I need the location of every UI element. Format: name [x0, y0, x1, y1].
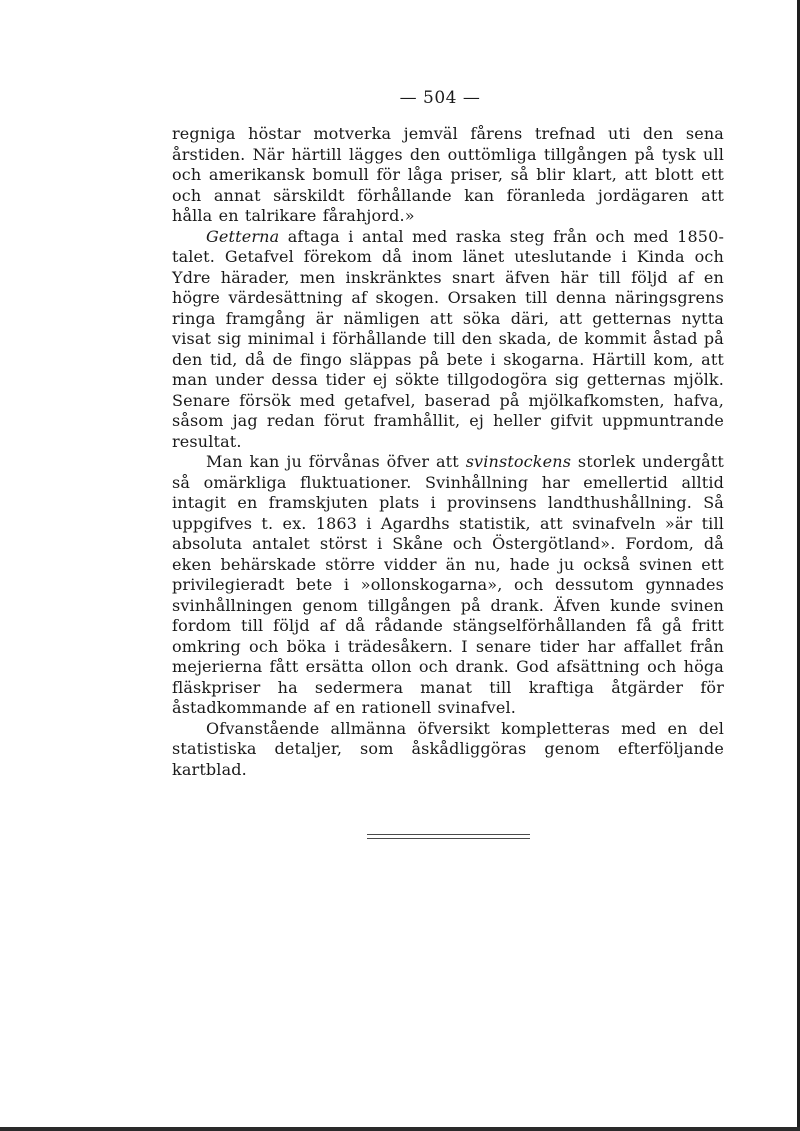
- paragraph-2-italic: Getterna: [206, 226, 280, 246]
- paragraph-3-text-after: storlek undergått så omärkliga fluktuationer. Svinhållning har emellertid alltid intagit en framskjuten plats i provinsens landthushållning. Så uppgifves t. ex. 1863 i Agardhs statistik, att svinafveln »är till absoluta antalet störst i Skåne och Östergötland». Fordom, då eken behärskade större vidder än nu, hade ju också svinen ett privilegieradt bete i »ollonskogarna», och dessutom gynnades svinhållningen genom tillgången på drank. Äfven kunde svinen fordom till följd af då rådande stängselförhållanden få gå fritt omkring och böka i trädesåkern. I senare tider har affallet från mejerierna fått ersätta ollon och drank. God afsättning och höga fläskpriser ha sedermera manat till kraftiga åtgärder för åstadkommande af en rationell svinafvel.: [172, 452, 724, 717]
- paragraph-2: [172, 227, 724, 453]
- paragraph-3-text-before: Man kan ju förvånas öfver att: [206, 452, 466, 471]
- paragraph-3: [172, 452, 724, 719]
- paragraph-2-text: aftaga i antal med raska steg från och med 1850-talet. Getafvel förekom då inom länet uteslutande i Kinda och Ydre härader, men inskränktes snart äfven här till följd af en högre värdesättning af skogen. Orsaken till denna näringsgrens ringa framgång är nämligen att söka däri, att getternas nytta visat sig minimal i förhållande till den skada, de kommit åstad på den tid, då de fingo släppas på bete i skogarna. Härtill kom, att man under dessa tider ej sökte tillgodogöra sig getternas mjölk. Senare försök med getafvel, baserad på mjölkafkomsten, hafva, såsom jag redan förut framhållit, ej heller gifvit uppmuntrande resultat.: [172, 226, 724, 451]
- page-number: — 504 —: [399, 88, 481, 108]
- closing-rule: [367, 834, 530, 842]
- paragraph-4: Ofvanstående allmänna öfversikt kompletteras med en del statistiska detaljer, som åskådliggöras genom efterföljande kartblad.: [172, 718, 724, 779]
- closing-rule-line-2: [367, 838, 530, 839]
- closing-rule-line-1: [367, 834, 530, 835]
- paragraph-1: regniga höstar motverka jemväl fårens trefnad uti den sena årstiden. När härtill lägges den outtömliga tillgången på tysk ull och amerikansk bomull för låga priser, så blir klart, att blott ett och annat särskildt förhållande kan föranleda jordägaren att hålla en talrikare fårahjord.»: [172, 124, 724, 225]
- paragraph-3-italic: svinstockens: [465, 452, 572, 471]
- body-text: [172, 124, 724, 780]
- scan-edge-bottom: [0, 1127, 800, 1131]
